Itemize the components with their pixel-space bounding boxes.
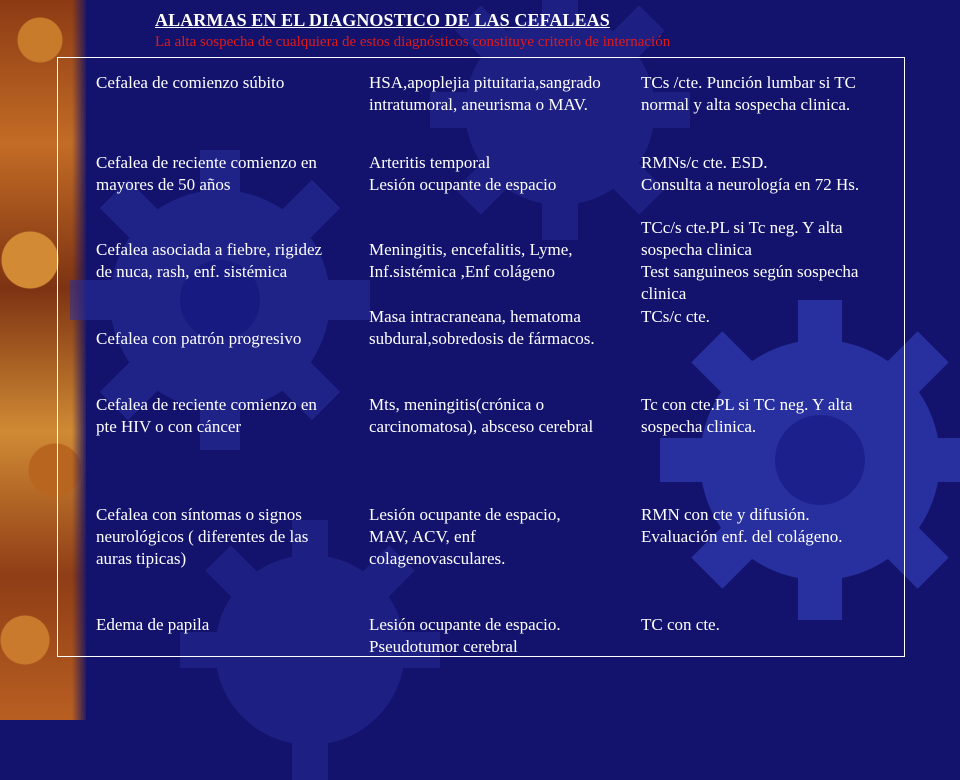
row-action: RMN con cte y difusión. Evaluación enf. del colágeno. bbox=[641, 505, 843, 546]
row-action: TC con cte. bbox=[641, 615, 720, 634]
row-condition: Cefalea de reciente comienzo en mayores de 50 años bbox=[96, 153, 317, 194]
row-condition: Cefalea de comienzo súbito bbox=[96, 73, 285, 92]
row-condition: Edema de papila bbox=[96, 615, 210, 634]
row-action: TCc/s cte.PL si Tc neg. Y alta sospecha clinica Test sanguineos según sospecha clinica bbox=[641, 218, 859, 303]
row-condition: Cefalea de reciente comienzo en pte HIV o con cáncer bbox=[96, 395, 317, 436]
row-action: TCs /cte. Punción lumbar si TC normal y alta sospecha clinica. bbox=[641, 73, 857, 114]
row-condition: Cefalea con patrón progresivo bbox=[96, 329, 302, 348]
row-diagnosis: Mts, meningitis(crónica o carcinomatosa), absceso cerebral bbox=[369, 395, 594, 436]
row-diagnosis: HSA,apoplejia pituitaria,sangrado intratumoral, aneurisma o MAV. bbox=[369, 73, 601, 114]
row-action: TCs/c cte. bbox=[641, 307, 710, 326]
page-subtitle: La alta sospecha de cualquiera de estos diagnósticos constituye criterio de internación bbox=[155, 34, 671, 50]
row-diagnosis: Arteritis temporal Lesión ocupante de espacio bbox=[369, 153, 557, 194]
row-action: Tc con cte.PL si TC neg. Y alta sospecha clinica. bbox=[641, 395, 853, 436]
row-condition: Cefalea con síntomas o signos neurológicos ( diferentes de las auras tipicas) bbox=[96, 505, 309, 568]
row-diagnosis: Lesión ocupante de espacio, MAV, ACV, enf colagenovasculares. bbox=[369, 505, 561, 568]
row-condition: Cefalea asociada a fiebre, rigidez de nuca, rash, enf. sistémica bbox=[96, 240, 323, 281]
row-diagnosis: Masa intracraneana, hematoma subdural,sobredosis de fármacos. bbox=[369, 307, 595, 348]
page-title: ALARMAS EN EL DIAGNOSTICO DE LAS CEFALEAS bbox=[155, 10, 610, 30]
row-diagnosis: Lesión ocupante de espacio. Pseudotumor cerebral bbox=[369, 615, 561, 656]
row-action: RMNs/c cte. ESD. Consulta a neurología en 72 Hs. bbox=[641, 153, 860, 194]
row-diagnosis: Meningitis, encefalitis, Lyme, Inf.sistémica ,Enf colágeno bbox=[369, 240, 573, 281]
